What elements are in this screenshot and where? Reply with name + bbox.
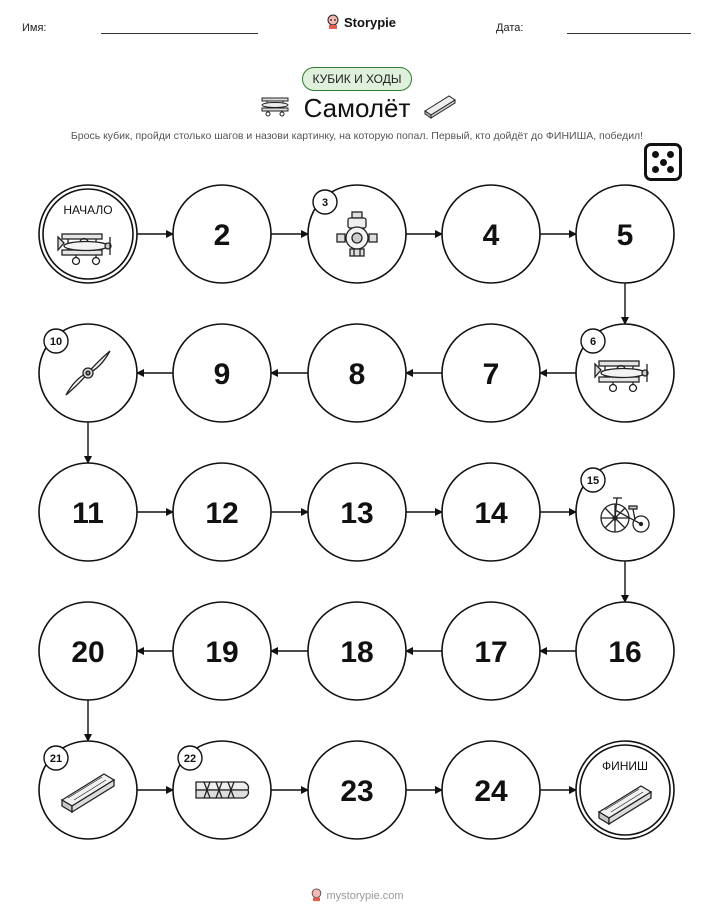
- cell-label: НАЧАЛО: [63, 203, 113, 217]
- cell-number: 17: [474, 636, 508, 669]
- board-cell-17: [442, 602, 540, 700]
- cell-number: 2: [213, 219, 231, 252]
- cell-number: 14: [474, 497, 508, 530]
- page-title: Самолёт: [303, 93, 411, 123]
- start-cell: [39, 185, 137, 283]
- cell-label: ФИНИШ: [601, 759, 649, 773]
- footer-url: mystorypie.com: [326, 890, 404, 902]
- board-cell-9: [173, 324, 271, 422]
- activity-badge: КУБИК И ХОДЫ: [302, 67, 412, 91]
- cell-number: 11: [72, 497, 104, 530]
- board-cell-22: [173, 741, 271, 839]
- cell-number: 24: [474, 775, 508, 808]
- brand-name: Storypie: [344, 14, 397, 30]
- cell-number: 4: [482, 219, 500, 252]
- date-label: Дата:: [496, 22, 524, 34]
- cell-number: 13: [340, 497, 374, 530]
- cell-number-badge-text: 22: [183, 753, 197, 765]
- board-cell-8: [308, 324, 406, 422]
- board-cell-14: [442, 463, 540, 561]
- cell-number: 9: [213, 358, 231, 391]
- finish-cell: [576, 741, 674, 839]
- board-cell-13: [308, 463, 406, 561]
- board-cell-21: [39, 741, 137, 839]
- board-cell-10: [39, 324, 137, 422]
- cell-number: 23: [340, 775, 374, 808]
- board-cell-19: [173, 602, 271, 700]
- board-cell-18: [308, 602, 406, 700]
- wing-icon: [196, 782, 249, 798]
- cell-number-badge-text: 3: [321, 197, 329, 209]
- cell-number-badge-text: 6: [589, 336, 597, 348]
- board-cell-24: [442, 741, 540, 839]
- board-cell-15: [576, 463, 674, 561]
- cell-number-badge-text: 10: [49, 336, 63, 348]
- cell-number-badge-text: 15: [586, 475, 600, 487]
- cell-number: 19: [205, 636, 239, 669]
- board-cell-2: [173, 185, 271, 283]
- board-cell-3: [308, 185, 406, 283]
- board-cell-7: [442, 324, 540, 422]
- instructions: Брось кубик, пройди столько шагов и назови картинку, на которую попал. Первый, кто дойдёт до ФИНИША, победил!: [70, 130, 644, 142]
- board-cell-23: [308, 741, 406, 839]
- cell-number: 20: [71, 636, 105, 669]
- storypie-mascot-icon: [310, 888, 323, 902]
- cell-number: 7: [482, 358, 500, 391]
- board-cell-11: [39, 463, 137, 561]
- board-cell-16: [576, 602, 674, 700]
- footer: [0, 888, 714, 902]
- name-label: Имя:: [22, 22, 47, 34]
- board-cell-4: [442, 185, 540, 283]
- cell-number: 12: [205, 497, 239, 530]
- board-cell-12: [173, 463, 271, 561]
- cell-number: 16: [608, 636, 642, 669]
- board-cell-6: [576, 324, 674, 422]
- cell-number: 18: [340, 636, 374, 669]
- board-cell-5: [576, 185, 674, 283]
- board-cell-20: [39, 602, 137, 700]
- cell-number: 5: [616, 219, 634, 252]
- cell-number-badge-text: 21: [49, 753, 63, 765]
- cell-number: 8: [348, 358, 366, 391]
